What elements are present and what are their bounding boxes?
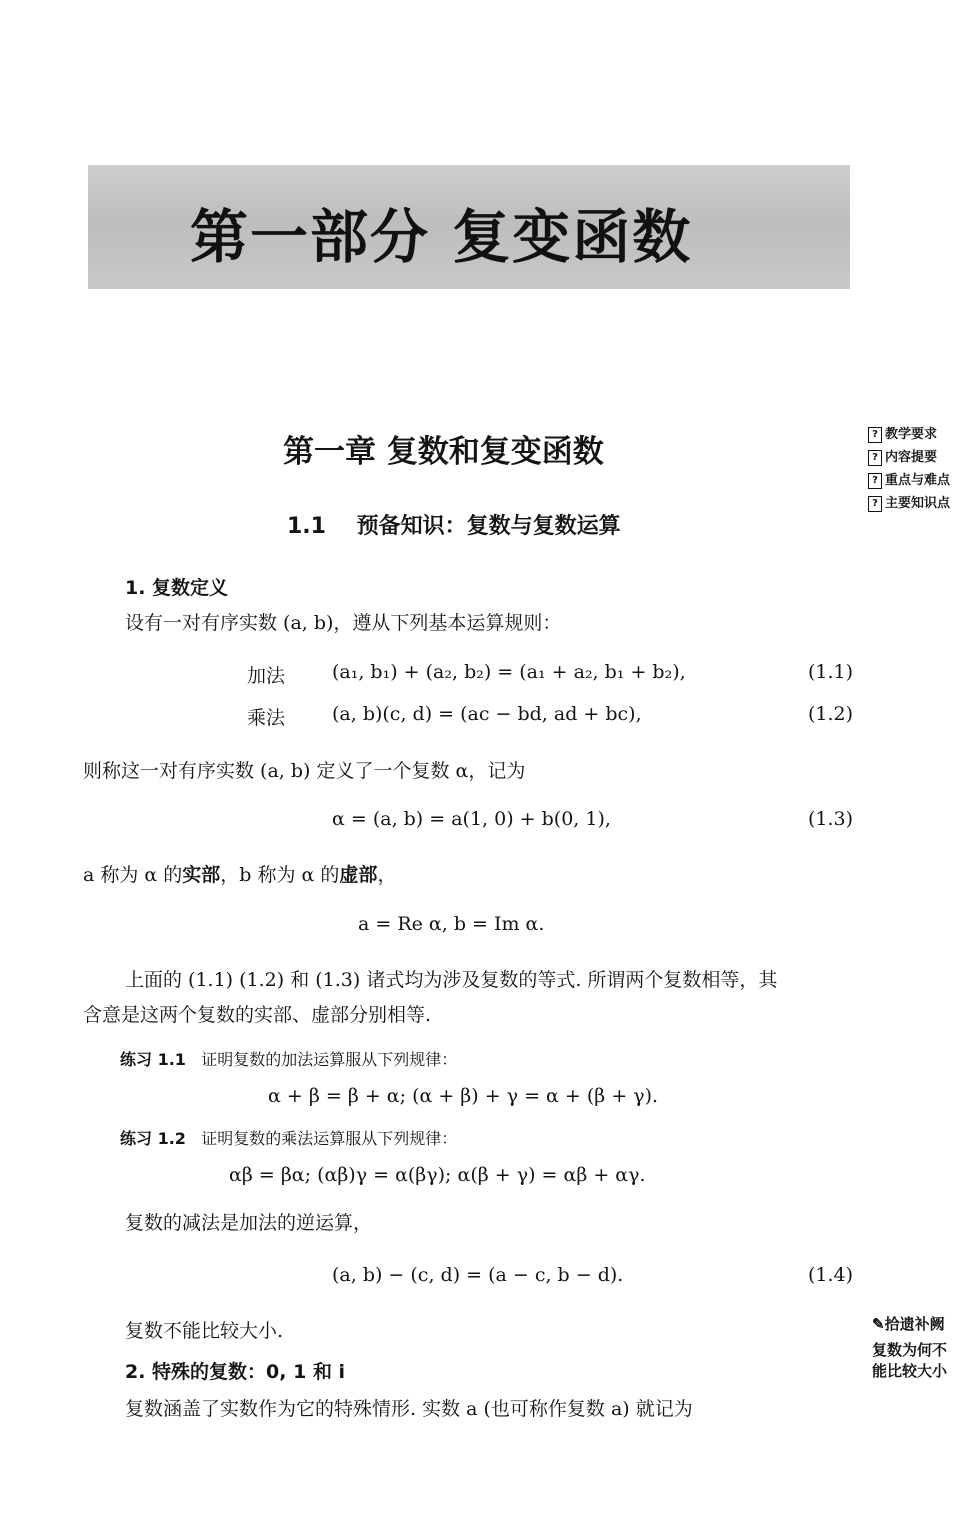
- subsection-definition: 1. 复数定义: [125, 577, 229, 599]
- equation: (a, b)(c, d) = (ac − bd, ad + bc),: [332, 703, 642, 725]
- term-imaginary-part: 虚部: [339, 864, 378, 886]
- help-icon: ?: [868, 427, 882, 443]
- paragraph: 设有一对有序实数 (a, b)，遵从下列基本运算规则：: [125, 612, 562, 634]
- equation: a = Re α, b = Im α.: [358, 913, 545, 935]
- equation: α = (a, b) = a(1, 0) + b(0, 1),: [332, 808, 611, 830]
- sidebar-link-summary[interactable]: ? 内容提要: [868, 446, 937, 466]
- paragraph: 复数涵盖了实数作为它的特殊情形. 实数 a (也可称作复数 a) 就记为: [125, 1398, 693, 1420]
- section-number: 1.1: [287, 514, 326, 539]
- exercise-formula: αβ = βα; (αβ)γ = α(βγ); α(β + γ) = αβ + αγ.: [229, 1164, 646, 1186]
- paragraph-line: 上面的 (1.1) (1.2) 和 (1.3) 诸式均为涉及复数的等式. 所谓两个复数相等，其: [125, 969, 778, 991]
- sidebar-link-key-points[interactable]: ? 重点与难点: [868, 469, 950, 489]
- paragraph: 复数的减法是加法的逆运算，: [125, 1212, 373, 1234]
- paragraph-line: 含意是这两个复数的实部、虚部分别相等.: [83, 1004, 432, 1026]
- sidebar-link-knowledge-points[interactable]: ? 主要知识点: [868, 492, 950, 512]
- equation-number: (1.1): [808, 661, 854, 683]
- exercise-label: 练习 1.1: [120, 1050, 186, 1069]
- subsection-special-numbers: 2. 特殊的复数：0, 1 和 i: [125, 1361, 346, 1383]
- term-real-part: 实部: [182, 864, 221, 886]
- exercise-label: 练习 1.2: [120, 1129, 186, 1148]
- equation-label: 乘法: [247, 707, 286, 729]
- help-icon: ?: [868, 473, 882, 489]
- equation-label: 加法: [247, 665, 286, 687]
- exercise-formula: α + β = β + α; (α + β) + γ = α + (β + γ).: [268, 1085, 659, 1107]
- equation: (a, b) − (c, d) = (a − c, b − d).: [332, 1264, 624, 1286]
- paragraph: a 称为 α 的实部，b 称为 α 的虚部，: [83, 864, 397, 886]
- side-note-heading[interactable]: ✎拾遗补阙: [872, 1315, 945, 1333]
- side-note-line: 能比较大小: [872, 1362, 948, 1380]
- equation-number: (1.2): [808, 703, 854, 725]
- equation: (a₁, b₁) + (a₂, b₂) = (a₁ + a₂, b₁ + b₂),: [332, 661, 686, 683]
- chapter-title: 第一章 复数和复变函数: [283, 434, 604, 470]
- help-icon: ?: [868, 450, 882, 466]
- side-note-line: 复数为何不: [872, 1341, 948, 1359]
- paragraph: 复数不能比较大小.: [125, 1320, 284, 1342]
- equation-number: (1.3): [808, 808, 854, 830]
- sidebar-link-requirements[interactable]: ? 教学要求: [868, 423, 937, 443]
- paragraph: 则称这一对有序实数 (a, b) 定义了一个复数 α，记为: [83, 760, 526, 782]
- exercise: 练习 1.2 证明复数的乘法运算服从下列规律：: [120, 1129, 458, 1148]
- section-heading: [287, 509, 621, 540]
- exercise: 练习 1.1 证明复数的加法运算服从下列规律：: [120, 1050, 458, 1069]
- equation-number: (1.4): [808, 1264, 854, 1286]
- help-icon: ?: [868, 496, 882, 512]
- pencil-icon: ✎: [872, 1315, 885, 1333]
- part-title: 第一部分 复变函数: [190, 203, 693, 271]
- section-title: 预备知识：复数与复数运算: [356, 514, 621, 539]
